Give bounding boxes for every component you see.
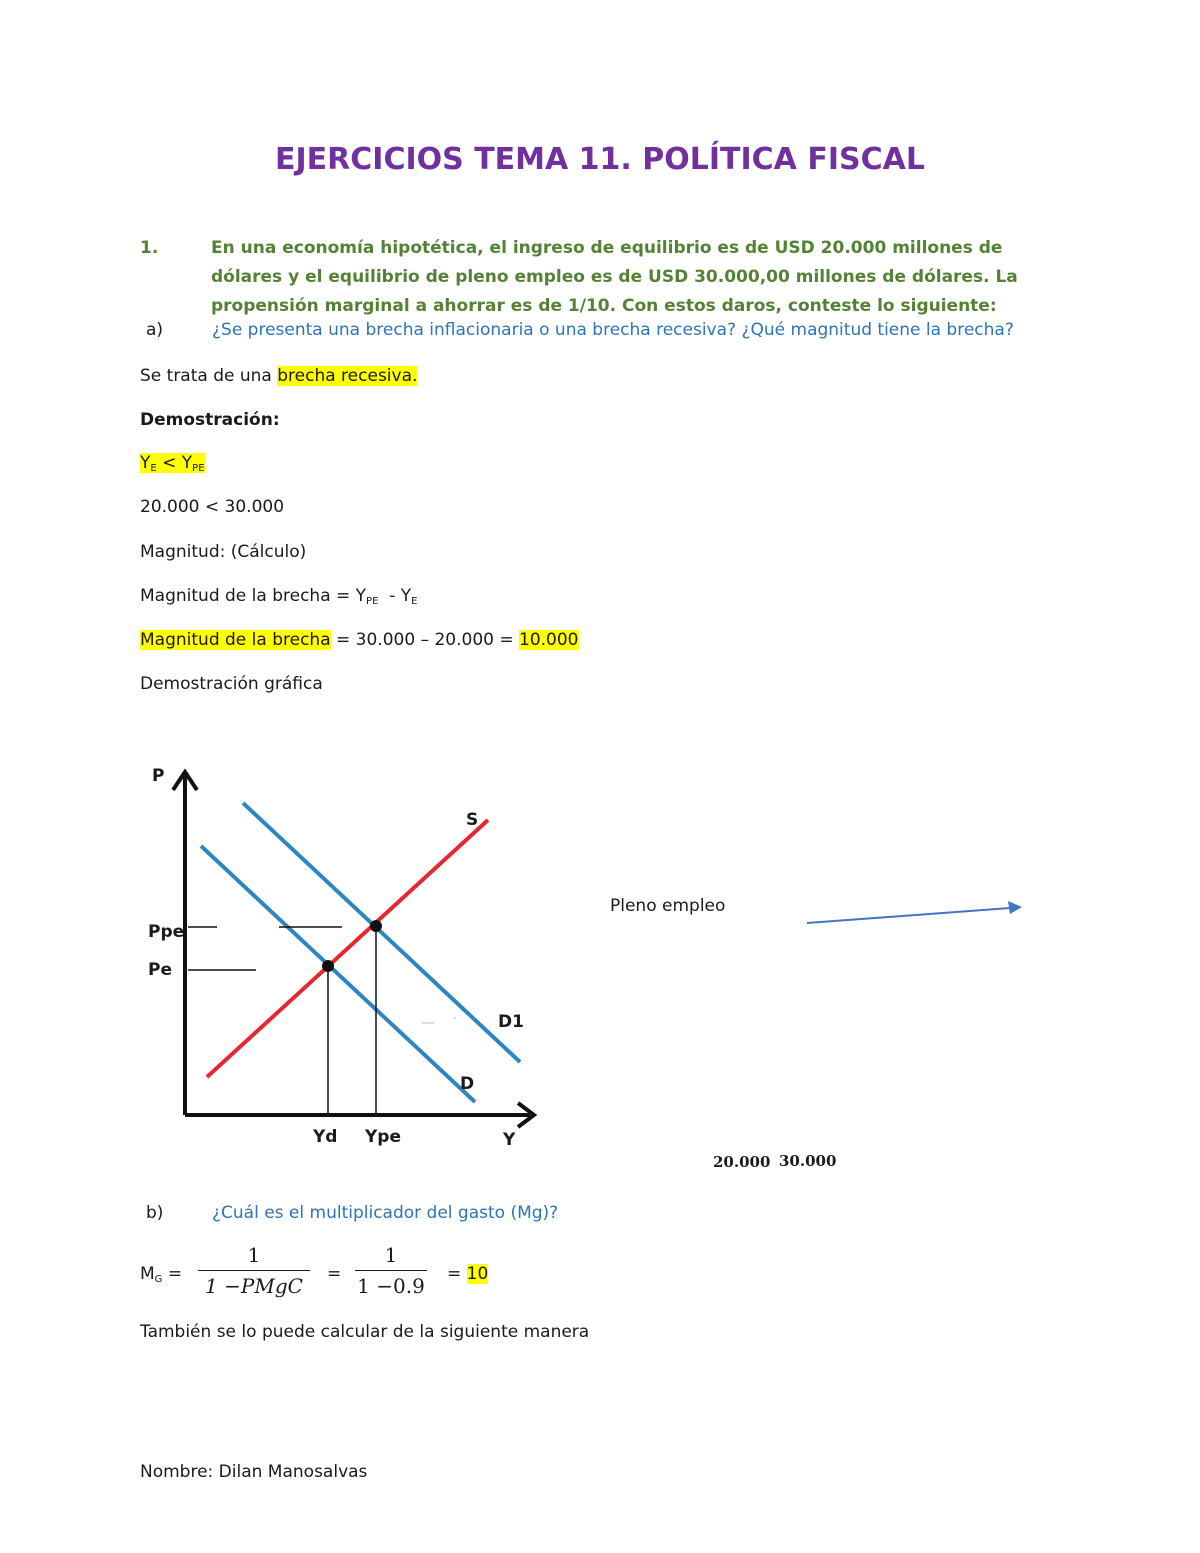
calc-middle: = 30.000 – 20.000 = [330, 630, 520, 650]
graph-label-d1: D1 [498, 1012, 524, 1032]
supply-curve [207, 820, 488, 1077]
graph-label-ppe: Ppe [148, 922, 185, 942]
fraction-2 [355, 1243, 427, 1298]
equals-sign: = [327, 1264, 342, 1284]
pleno-empleo-label: Pleno empleo [610, 896, 726, 916]
answer-line [140, 366, 417, 386]
alternative-calc-text: También se lo puede calcular de la siguiente manera [140, 1322, 590, 1342]
annotation-value-2: 30.000 [779, 1152, 837, 1170]
graph-axis-p: P [152, 766, 165, 786]
equilibrium-point-pe [370, 920, 382, 932]
result-value: 10 [466, 1264, 489, 1284]
arrow-head [1008, 901, 1022, 914]
question-1 [140, 234, 1070, 321]
fraction-2-denominator: 1 −0.9 [357, 1274, 425, 1298]
magnitude-heading: Magnitud: (Cálculo) [140, 542, 307, 562]
question-number: 1. [140, 238, 159, 258]
calc-highlight: Magnitud de la brecha [140, 630, 331, 650]
fraction-1-denominator: 1 −PMgC [205, 1274, 303, 1298]
graph-label-d: D [460, 1074, 475, 1094]
formula-sub2: E [411, 596, 418, 607]
footer-name: Nombre: Dilan Manosalvas [140, 1462, 368, 1482]
inequality-symbols [140, 453, 205, 474]
part-a-text: ¿Se presenta una brecha inflacionaria o una brecha recesiva? ¿Qué magnitud tiene la brecha? [212, 320, 1014, 340]
formula-sub1: PE [366, 596, 379, 607]
part-b-text: ¿Cuál es el multiplicador del gasto (Mg)? [212, 1203, 559, 1223]
ineq-ye-sub: E [150, 463, 157, 474]
answer-prefix: Se trata de una [140, 366, 278, 386]
fraction-2-numerator: 1 [355, 1243, 427, 1271]
formula-prefix: Magnitud de la brecha = Y [140, 586, 367, 606]
demand-curve-d1 [243, 803, 520, 1062]
mg-sub: G [154, 1274, 163, 1285]
formula-mid: - Y [378, 586, 412, 606]
ineq-lt: < [156, 453, 182, 473]
ineq-ype: Y [181, 453, 193, 473]
calc-result: 10.000 [519, 630, 579, 650]
arrow-line [807, 908, 1010, 923]
question-text: En una economía hipotética, el ingreso de equilibrio es de USD 20.000 millones de dólares y el equilibrio de pleno empleo es de USD 30.000,00 millones de dólares. La propensión marginal a ahorrar es de 1/10. Con estos daros, conteste lo siguiente: [211, 238, 1018, 316]
magnitude-formula [140, 586, 417, 607]
mg-symbol [140, 1264, 182, 1285]
part-a-label: a) [146, 320, 164, 340]
fraction-1 [198, 1243, 310, 1298]
ineq-ype-sub: PE [192, 463, 205, 474]
graph-label-pe: Pe [148, 960, 172, 980]
mg-result [447, 1264, 488, 1284]
demo-heading: Demostración: [140, 410, 280, 430]
equilibrium-point-e [322, 960, 334, 972]
mg-letter: M [140, 1264, 155, 1284]
annotation-value-1: 20.000 [713, 1153, 771, 1171]
part-b-label: b) [146, 1203, 164, 1223]
part-a-question [146, 320, 1014, 340]
supply-demand-graph [140, 760, 560, 1160]
graph-label-ype: Ype [365, 1127, 402, 1147]
graph-axis-y: Y [503, 1130, 516, 1150]
page-title: EJERCICIOS TEMA 11. POLÍTICA FISCAL [275, 142, 925, 177]
graph-label-yd: Yd [313, 1127, 338, 1147]
demand-curve-d [201, 846, 475, 1102]
fraction-1-numerator: 1 [198, 1243, 310, 1271]
numeric-inequality: 20.000 < 30.000 [140, 497, 285, 517]
inequality-highlight [140, 453, 205, 473]
pleno-empleo-arrow [800, 895, 1030, 935]
mg-eq: = [162, 1264, 183, 1284]
graph-heading: Demostración gráfica [140, 674, 323, 694]
result-eq: = [447, 1264, 467, 1284]
answer-highlight: brecha recesiva. [277, 366, 418, 386]
part-b-question [146, 1203, 558, 1223]
ineq-ye: Y [140, 453, 151, 473]
graph-label-s: S [466, 810, 479, 830]
magnitude-calculation [140, 630, 579, 650]
